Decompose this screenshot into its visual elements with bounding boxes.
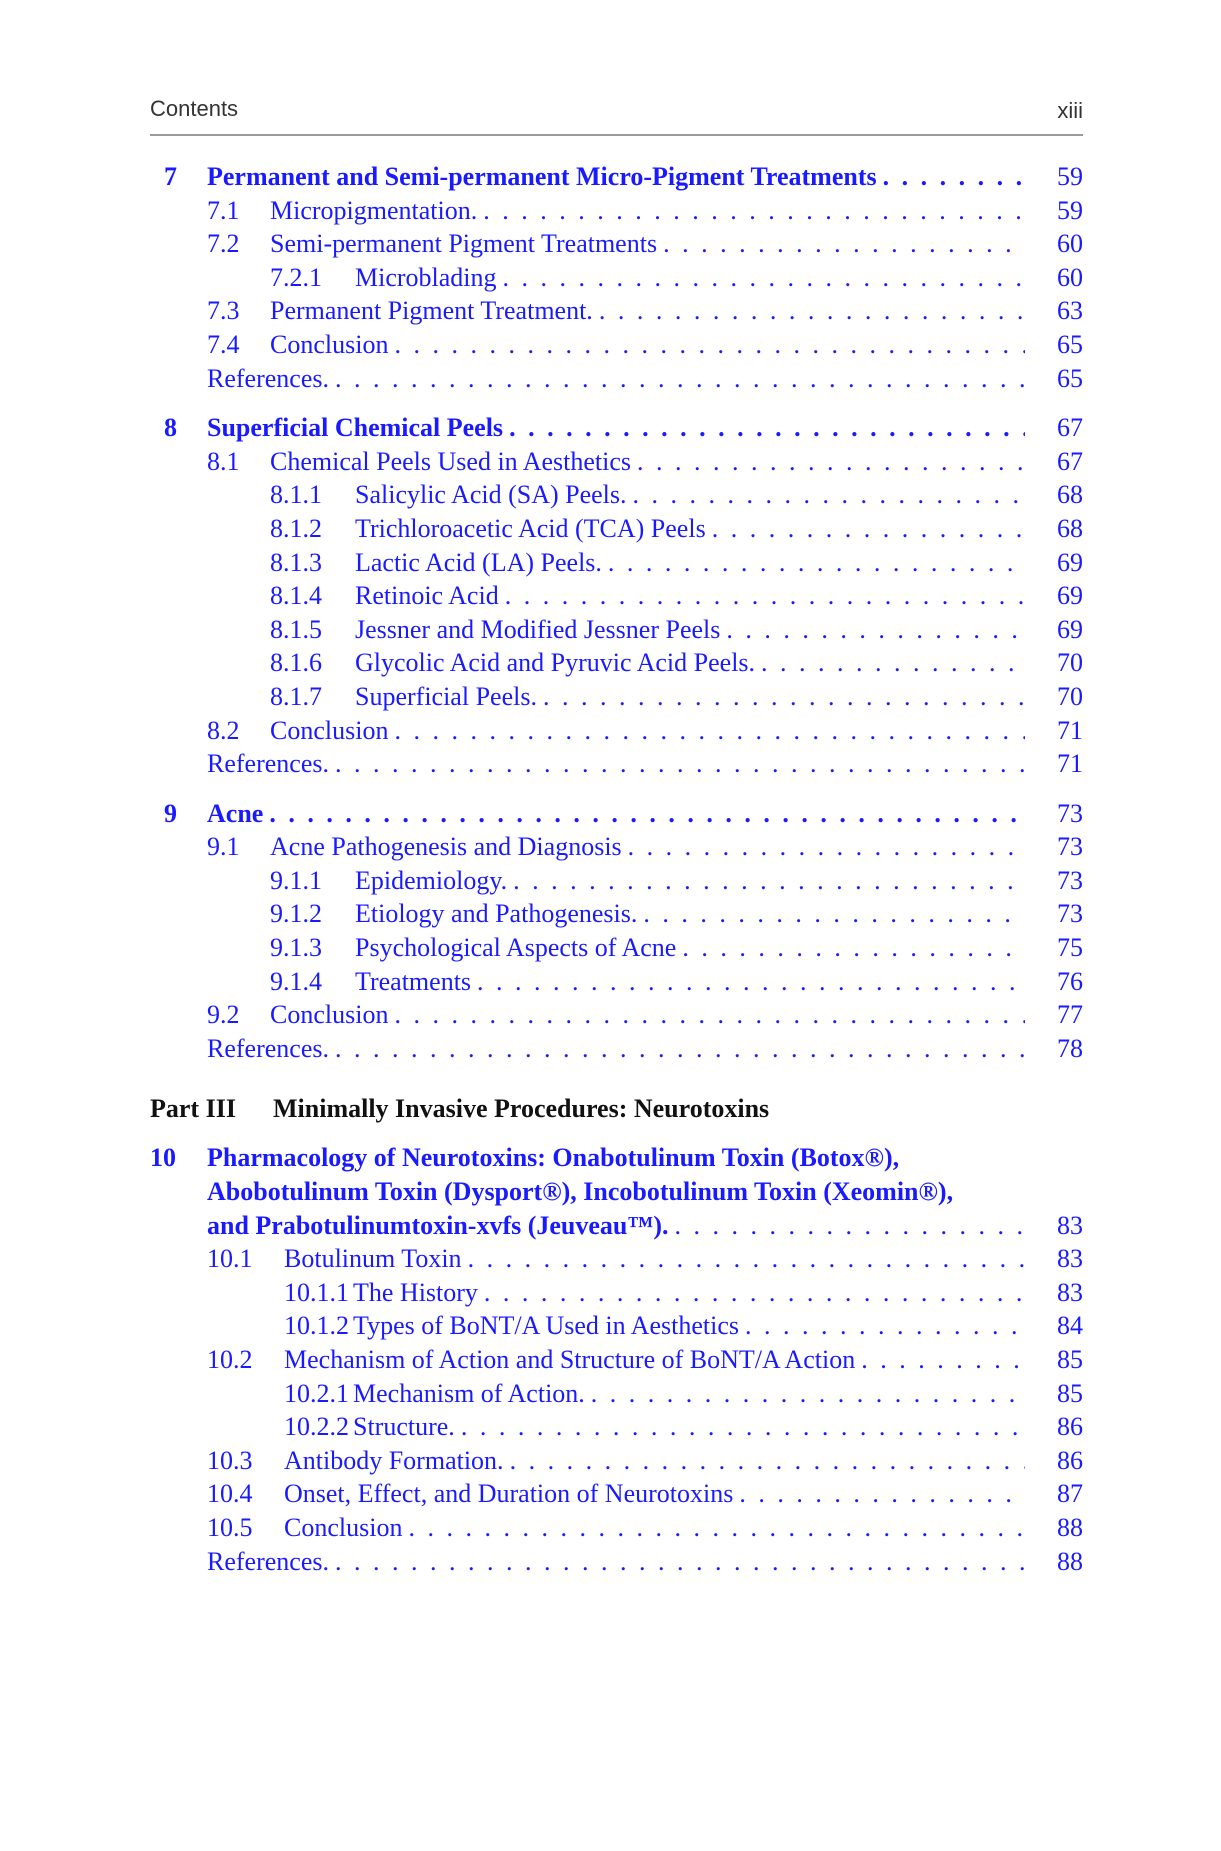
subsection-title[interactable]: Lactic Acid (LA) Peels. (355, 547, 602, 577)
section-number: 7.4 (207, 329, 240, 359)
chapter-number: 8 (164, 413, 177, 443)
leader-dots (608, 546, 1025, 580)
toc-entry[interactable] (150, 227, 1083, 261)
toc-chapter-10[interactable] (150, 1141, 1083, 1242)
leader-dots (643, 897, 1025, 931)
leader-dots (408, 1511, 1025, 1545)
leader-dots (394, 998, 1025, 1032)
toc-part-heading (150, 1087, 1083, 1131)
subsection-number: 9.1.3 (270, 933, 322, 963)
toc-entry[interactable] (150, 261, 1083, 295)
toc-entry[interactable] (150, 294, 1083, 328)
chapter-title[interactable]: Superficial Chemical Peels (207, 413, 504, 443)
toc-entry[interactable] (150, 680, 1083, 714)
section-page[interactable]: 63 (1057, 296, 1083, 326)
toc-entry[interactable] (150, 1309, 1083, 1343)
section-title[interactable]: Mechanism of Action and Structure of BoNT/A Action (284, 1345, 856, 1374)
toc-chapter-9[interactable] (150, 797, 1083, 831)
section-number: 10.5 (207, 1512, 253, 1542)
toc-references[interactable] (150, 1032, 1083, 1066)
subsection-title[interactable]: Structure. (353, 1412, 455, 1442)
subsection-title[interactable]: Jessner and Modified Jessner Peels (355, 614, 721, 644)
leader-dots (484, 1276, 1025, 1310)
subsection-title[interactable]: Mechanism of Action. (353, 1378, 585, 1408)
subsection-number: 8.1.7 (270, 681, 322, 711)
running-header-title: Contents (150, 96, 239, 121)
leader-dots (633, 478, 1025, 512)
subsection-page[interactable]: 84 (1057, 1311, 1083, 1341)
toc-references[interactable] (150, 1545, 1083, 1579)
leader-dots (675, 1209, 1025, 1243)
toc-entry[interactable] (150, 965, 1083, 999)
toc-entry[interactable] (150, 897, 1083, 931)
subsection-page[interactable]: 86 (1057, 1412, 1083, 1442)
subsection-page[interactable]: 73 (1057, 865, 1083, 895)
toc-entry[interactable] (150, 478, 1083, 512)
references-page[interactable]: 71 (1057, 749, 1083, 779)
subsection-page[interactable]: 68 (1057, 513, 1083, 543)
subsection-title[interactable]: Etiology and Pathogenesis. (355, 899, 638, 929)
toc-chapter-7[interactable] (150, 160, 1083, 194)
leader-dots (503, 261, 1025, 295)
leader-dots (883, 160, 1025, 194)
toc-references[interactable] (150, 747, 1083, 781)
subsection-number: 9.1.2 (270, 899, 322, 929)
section-page[interactable]: 71 (1057, 715, 1083, 745)
section-page[interactable]: 86 (1057, 1445, 1083, 1475)
section-number: 7.1 (207, 195, 240, 225)
section-number: 10.3 (207, 1445, 253, 1475)
section-page[interactable]: 59 (1057, 195, 1083, 225)
subsection-page[interactable]: 70 (1057, 648, 1083, 678)
toc-entry[interactable] (150, 194, 1083, 228)
toc-entry[interactable] (150, 613, 1083, 647)
subsection-number: 8.1.1 (270, 480, 322, 510)
references-page[interactable]: 65 (1057, 363, 1083, 393)
part-label: Part III (150, 1094, 236, 1124)
leader-dots (335, 1032, 1025, 1066)
subsection-number: 7.2.1 (270, 262, 322, 292)
chapter-number: 7 (164, 162, 177, 191)
references-title[interactable]: References. (207, 1033, 329, 1063)
subsection-title[interactable]: Microblading (355, 262, 497, 292)
leader-dots (510, 1444, 1025, 1478)
section-page[interactable]: 85 (1057, 1345, 1083, 1374)
leader-dots (461, 1410, 1025, 1444)
section-number: 7.3 (207, 296, 240, 326)
section-page[interactable]: 67 (1057, 446, 1083, 476)
leader-dots (599, 294, 1025, 328)
toc-entry[interactable] (150, 998, 1083, 1032)
section-title[interactable]: Antibody Formation. (284, 1445, 504, 1475)
section-title[interactable]: Micropigmentation. (270, 195, 478, 225)
toc-entry[interactable] (150, 864, 1083, 898)
leader-dots (726, 613, 1025, 647)
toc-entry[interactable] (150, 931, 1083, 965)
leader-dots (712, 512, 1025, 546)
toc-entry[interactable] (150, 714, 1083, 748)
page-number: xiii (1057, 98, 1083, 123)
section-title[interactable]: Botulinum Toxin (284, 1244, 462, 1274)
section-title[interactable]: Permanent Pigment Treatment. (270, 296, 593, 326)
toc-entry[interactable] (150, 445, 1083, 479)
leader-dots (335, 747, 1025, 781)
references-page[interactable]: 78 (1057, 1033, 1083, 1063)
chapter-page[interactable]: 83 (1057, 1210, 1083, 1240)
leader-dots (513, 864, 1025, 898)
subsection-title[interactable]: Retinoic Acid (355, 581, 499, 611)
subsection-number: 8.1.5 (270, 614, 322, 644)
leader-dots (682, 931, 1025, 965)
toc-entry[interactable] (150, 830, 1083, 864)
toc-entry[interactable] (150, 1377, 1083, 1411)
subsection-title[interactable]: The History (353, 1277, 478, 1307)
chapter-page[interactable]: 67 (1057, 413, 1083, 443)
toc-chapter-8[interactable] (150, 411, 1083, 445)
subsection-page[interactable]: 76 (1057, 966, 1083, 996)
subsection-number: 9.1.1 (270, 865, 322, 895)
leader-dots (468, 1242, 1025, 1276)
leader-dots (663, 227, 1025, 261)
subsection-number: 8.1.4 (270, 581, 322, 611)
references-title[interactable]: References. (207, 749, 329, 779)
chapter-page[interactable]: 73 (1057, 798, 1083, 828)
leader-dots (269, 797, 1025, 831)
subsection-page[interactable]: 69 (1057, 614, 1083, 644)
subsection-number: 8.1.2 (270, 513, 322, 543)
chapter-title-line-last[interactable] (207, 1209, 1083, 1243)
subsection-page[interactable]: 60 (1057, 262, 1083, 292)
toc-entry[interactable] (150, 1511, 1083, 1545)
leader-dots (509, 411, 1025, 445)
section-title[interactable]: Semi-permanent Pigment Treatments (270, 229, 658, 259)
subsection-number: 9.1.4 (270, 966, 322, 996)
references-title[interactable]: References. (207, 1546, 329, 1576)
chapter-page[interactable]: 59 (1057, 162, 1083, 191)
section-page[interactable]: 60 (1057, 229, 1083, 259)
toc-entry[interactable] (150, 1343, 1083, 1377)
subsection-title[interactable]: Superficial Peels. (355, 681, 537, 711)
table-of-contents (150, 160, 1083, 1578)
section-number: 8.2 (207, 715, 240, 745)
subsection-number: 8.1.6 (270, 648, 322, 678)
section-title[interactable]: Acne Pathogenesis and Diagnosis (270, 832, 622, 862)
toc-entry[interactable] (150, 1276, 1083, 1310)
leader-dots (861, 1343, 1025, 1377)
toc-entry[interactable] (150, 579, 1083, 613)
section-number: 9.1 (207, 832, 240, 862)
chapter-number: 10 (150, 1143, 176, 1173)
leader-dots (543, 680, 1025, 714)
subsection-number: 10.1.1 (284, 1277, 349, 1307)
subsection-number: 10.1.2 (284, 1311, 349, 1341)
section-page[interactable]: 88 (1057, 1512, 1083, 1542)
subsection-number: 8.1.3 (270, 547, 322, 577)
leader-dots (394, 328, 1025, 362)
toc-entry[interactable] (150, 1444, 1083, 1478)
subsection-title[interactable]: Psychological Aspects of Acne (355, 933, 677, 963)
leader-dots (394, 714, 1025, 748)
toc-entry[interactable] (150, 646, 1083, 680)
subsection-title[interactable]: Glycolic Acid and Pyruvic Acid Peels. (355, 648, 756, 678)
subsection-page[interactable]: 75 (1057, 933, 1083, 963)
subsection-title[interactable]: Treatments (355, 966, 472, 996)
toc-entry[interactable] (150, 1410, 1083, 1444)
leader-dots (483, 194, 1025, 228)
subsection-number: 10.2.1 (284, 1378, 349, 1408)
subsection-title[interactable]: Epidemiology. (355, 865, 508, 895)
toc-entry[interactable] (150, 546, 1083, 580)
subsection-page[interactable]: 69 (1057, 581, 1083, 611)
section-number: 7.2 (207, 229, 240, 259)
subsection-page[interactable]: 69 (1057, 547, 1083, 577)
section-title[interactable]: Conclusion (270, 1000, 389, 1030)
section-title[interactable]: Conclusion (284, 1512, 403, 1542)
section-page[interactable]: 87 (1057, 1479, 1083, 1509)
leader-dots (477, 965, 1025, 999)
subsection-number: 10.2.2 (284, 1412, 349, 1442)
leader-dots (637, 445, 1025, 479)
leader-dots (745, 1309, 1025, 1343)
section-page[interactable]: 73 (1057, 832, 1083, 862)
section-number: 10.1 (207, 1244, 253, 1274)
chapter-title-line[interactable]: and Prabotulinumtoxin-xvfs (Jeuveau™). (207, 1210, 669, 1240)
chapter-title-line[interactable]: Abobotulinum Toxin (Dysport®), Incobotulinum Toxin (Xeomin®), (207, 1177, 954, 1207)
references-page[interactable]: 88 (1057, 1546, 1083, 1576)
chapter-title-line[interactable]: Pharmacology of Neurotoxins: Onabotulinum Toxin (Botox®), (207, 1143, 900, 1173)
toc-entry[interactable] (150, 1477, 1083, 1511)
toc-references[interactable] (150, 362, 1083, 396)
header-rule (150, 134, 1083, 136)
section-number: 10.2 (207, 1345, 253, 1374)
chapter-title[interactable]: Acne (207, 798, 264, 828)
toc-entry[interactable] (150, 328, 1083, 362)
subsection-title[interactable]: Types of BoNT/A Used in Aesthetics (353, 1311, 739, 1341)
leader-dots (505, 579, 1025, 613)
section-page[interactable]: 65 (1057, 329, 1083, 359)
section-page[interactable]: 83 (1057, 1244, 1083, 1274)
leader-dots (761, 646, 1025, 680)
leader-dots (739, 1477, 1025, 1511)
section-number: 8.1 (207, 446, 240, 476)
references-title[interactable]: References. (207, 363, 329, 393)
chapter-title[interactable]: Permanent and Semi-permanent Micro-Pigment Treatments (207, 162, 877, 191)
section-title[interactable]: Onset, Effect, and Duration of Neurotoxins (284, 1479, 734, 1509)
subsection-title[interactable]: Salicylic Acid (SA) Peels. (355, 480, 627, 510)
toc-entry[interactable] (150, 1242, 1083, 1276)
section-number: 10.4 (207, 1479, 253, 1509)
section-title[interactable]: Conclusion (270, 329, 389, 359)
subsection-page[interactable]: 68 (1057, 480, 1083, 510)
toc-entry[interactable] (150, 512, 1083, 546)
leader-dots (335, 1545, 1025, 1579)
section-page[interactable]: 77 (1057, 1000, 1083, 1030)
subsection-title[interactable]: Trichloroacetic Acid (TCA) Peels (355, 513, 706, 543)
section-number: 9.2 (207, 1000, 240, 1030)
section-title[interactable]: Chemical Peels Used in Aesthetics (270, 446, 632, 476)
subsection-page[interactable]: 83 (1057, 1277, 1083, 1307)
section-title[interactable]: Conclusion (270, 715, 389, 745)
running-header (150, 96, 1083, 136)
subsection-page[interactable]: 73 (1057, 899, 1083, 929)
part-title: Minimally Invasive Procedures: Neurotoxins (273, 1094, 770, 1124)
chapter-number: 9 (164, 798, 177, 828)
leader-dots (335, 362, 1025, 396)
subsection-page[interactable]: 70 (1057, 681, 1083, 711)
leader-dots (591, 1377, 1025, 1411)
leader-dots (628, 830, 1025, 864)
subsection-page[interactable]: 85 (1057, 1378, 1083, 1408)
